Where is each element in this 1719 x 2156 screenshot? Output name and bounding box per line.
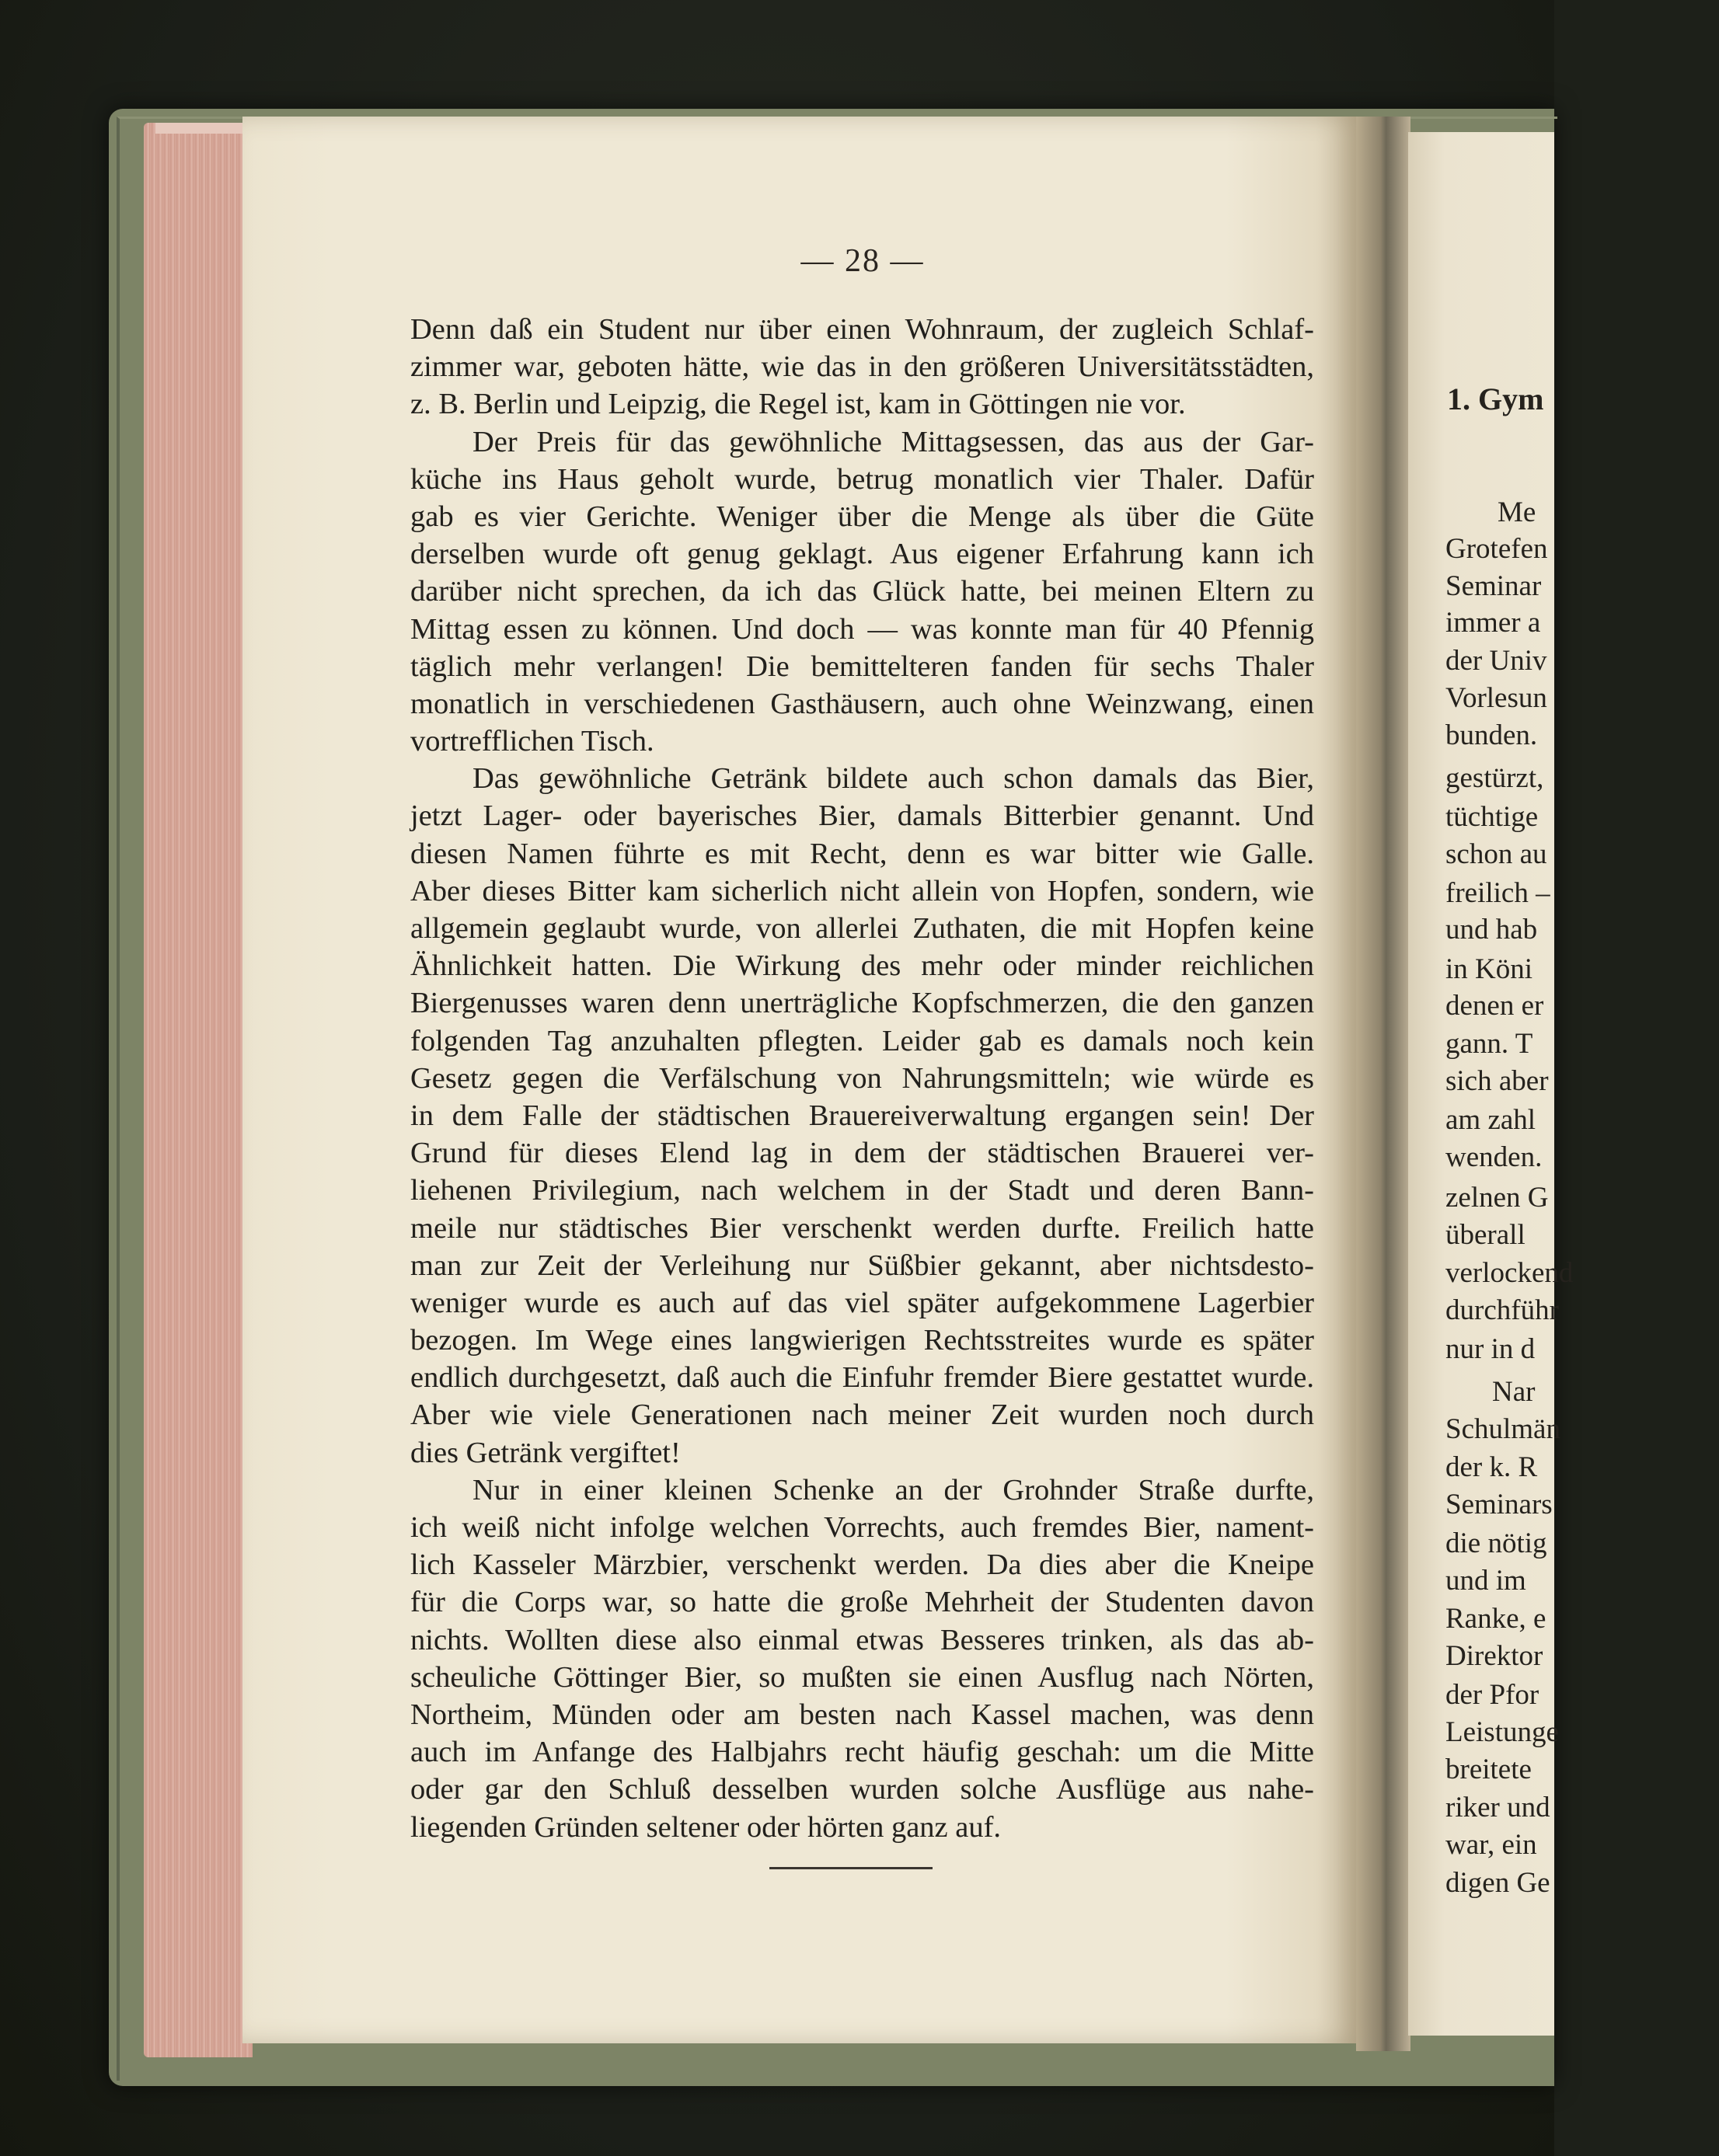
text-line: auch im Anfange des Halbjahrs recht häufig geschah: um die Mitte <box>410 1736 1314 1769</box>
right-page <box>1408 132 1574 2036</box>
text-line: küche ins Haus geholt wurde, betrug monatlich vier Thaler. Dafür <box>410 462 1314 496</box>
text-line: derselben wurde oft genug geklagt. Aus eigener Erfahrung kann ich <box>410 538 1314 571</box>
right-page-line: und im <box>1445 1565 1526 1597</box>
text-line: Aber wie viele Generationen nach meiner Zeit wurden noch durch <box>410 1398 1314 1432</box>
right-page-line: schon au <box>1445 838 1547 870</box>
right-page-line: digen Ge <box>1445 1867 1550 1899</box>
right-page-line: wenden. <box>1445 1141 1543 1173</box>
text-line: vortrefflichen Tisch. <box>410 725 654 758</box>
text-line: Nur in einer kleinen Schenke an der Grohnder Straße durfte, <box>472 1473 1314 1506</box>
text-line: Biergenusses waren denn unerträgliche Kopfschmerzen, die den ganzen <box>410 987 1314 1020</box>
right-page-line: Grotefen <box>1445 533 1548 565</box>
text-line: zimmer war, geboten hätte, wie das in den größeren Universitätsstädten, <box>410 350 1314 384</box>
text-line: liehenen Privilegium, nach welchem in der Stadt und deren Bann- <box>410 1174 1314 1207</box>
text-line: ich weiß nicht infolge welchen Vorrechts, auch fremdes Bier, nament- <box>410 1511 1314 1544</box>
page-number: — 28 — <box>800 243 925 279</box>
right-page-line: Seminar <box>1445 570 1542 602</box>
text-line: Gesetz gegen die Verfälschung von Nahrungsmitteln; wie würde es <box>410 1061 1314 1095</box>
right-page-line: Leistunge <box>1445 1716 1559 1748</box>
right-page-line: war, ein <box>1445 1829 1537 1861</box>
right-page-line: denen er <box>1445 990 1544 1022</box>
text-line: Denn daß ein Student nur über einen Wohnraum, der zugleich Schlaf- <box>410 313 1314 346</box>
right-page-line: gann. T <box>1445 1028 1533 1060</box>
right-page-line: Nar <box>1492 1376 1536 1408</box>
text-line: darüber nicht sprechen, da ich das Glück hatte, bei meinen Eltern zu <box>410 575 1314 608</box>
text-line: Northeim, Münden oder am besten nach Kassel machen, was denn <box>410 1698 1314 1731</box>
text-line: nichts. Wollten diese also einmal etwas Besseres trinken, als das ab- <box>410 1623 1314 1656</box>
body-text <box>410 311 1314 1846</box>
right-page-line: breitete <box>1445 1754 1532 1785</box>
right-page-line: und hab <box>1445 914 1538 946</box>
text-line: man zur Zeit der Verleihung nur Süßbier gekannt, aber nichtsdesto- <box>410 1249 1314 1282</box>
text-line: dies Getränk vergiftet! <box>410 1436 681 1469</box>
text-line: lich Kasseler Märzbier, verschenkt werden. Da dies aber die Kneipe <box>410 1548 1314 1582</box>
right-page-line: Seminars <box>1445 1489 1553 1520</box>
text-line: allgemein geglaubt wurde, von allerlei Zuthaten, die mit Hopfen keine <box>410 912 1314 945</box>
right-page-line: Me <box>1498 496 1536 528</box>
right-page-line: riker und <box>1445 1792 1550 1823</box>
text-line: scheuliche Göttinger Bier, so mußten sie einen Ausflug nach Nörten, <box>410 1660 1314 1694</box>
right-page-line: am zahl <box>1445 1104 1536 1136</box>
right-page-line: der Univ <box>1445 645 1547 677</box>
text-line: monatlich in verschiedenen Gasthäusern, auch ohne Weinzwang, einen <box>410 687 1314 720</box>
text-line: diesen Namen führte es mit Recht, denn es war bitter wie Galle. <box>410 837 1314 870</box>
text-line: bezogen. Im Wege eines langwierigen Rechtsstreites wurde es später <box>410 1324 1314 1357</box>
right-page-line: durchführ <box>1445 1294 1559 1326</box>
text-line: gab es vier Gerichte. Weniger über die Menge als über die Güte <box>410 500 1314 533</box>
text-line: Mittag essen zu können. Und doch — was konnte man für 40 Pfennig <box>410 612 1314 646</box>
right-page-line: tüchtige <box>1445 801 1539 833</box>
right-page-heading: 1. Gym <box>1447 381 1544 416</box>
text-line: Der Preis für das gewöhnliche Mittagsessen, das aus der Gar- <box>472 425 1314 458</box>
text-line: Grund für dieses Elend lag in dem der städtischen Brauerei ver- <box>410 1137 1314 1170</box>
text-line: z. B. Berlin und Leipzig, die Regel ist, kam in Göttingen nie vor. <box>410 388 1186 421</box>
right-page-line: die nötig <box>1445 1527 1547 1559</box>
right-page-line: immer a <box>1445 607 1541 639</box>
text-line: für die Corps war, so hatte die große Mehrheit der Studenten davon <box>410 1586 1314 1619</box>
right-page-line: der Pfor <box>1445 1679 1539 1711</box>
text-line: in dem Falle der städtischen Brauereiverwaltung ergangen sein! Der <box>410 1099 1314 1132</box>
page-stack <box>144 123 253 2057</box>
text-line: täglich mehr verlangen! Die bemittelteren fanden für sechs Thaler <box>410 650 1314 683</box>
section-end-rule <box>769 1867 933 1869</box>
right-page-line: Ranke, e <box>1445 1603 1546 1635</box>
right-page-line: bunden. <box>1445 719 1538 751</box>
right-page-line: Schulmän <box>1445 1413 1560 1445</box>
text-line: weniger wurde es auch auf das viel später aufgekommene Lagerbier <box>410 1286 1314 1319</box>
text-line: Ähnlichkeit hatten. Die Wirkung des mehr oder minder reichlichen <box>410 949 1314 983</box>
text-line: Das gewöhnliche Getränk bildete auch schon damals das Bier, <box>472 762 1314 796</box>
right-page-line: nur in d <box>1445 1333 1536 1365</box>
right-page-line: überall <box>1445 1219 1525 1251</box>
right-page-line: Direktor <box>1445 1640 1543 1672</box>
text-line: oder gar den Schluß desselben wurden solche Ausflüge aus nahe- <box>410 1773 1314 1806</box>
right-page-line: der k. R <box>1445 1451 1538 1483</box>
text-line: meile nur städtisches Bier verschenkt werden durfte. Freilich hatte <box>410 1211 1314 1245</box>
right-page-line: sich aber <box>1445 1065 1549 1097</box>
right-page-line: verlockend <box>1445 1257 1574 1289</box>
text-line: Aber dieses Bitter kam sicherlich nicht allein von Hopfen, sondern, wie <box>410 874 1314 907</box>
text-line: jetzt Lager- oder bayerisches Bier, damals Bitterbier genannt. Und <box>410 799 1314 833</box>
right-page-line: gestürzt, <box>1445 762 1544 794</box>
page-stack-top <box>155 123 249 134</box>
right-page-line: in Köni <box>1445 953 1533 985</box>
right-page-line: Vorlesun <box>1445 682 1547 714</box>
text-line: liegenden Gründen seltener oder hörten ganz auf. <box>410 1810 1002 1844</box>
right-page-line: freilich – <box>1445 877 1550 909</box>
right-page-line: zelnen G <box>1445 1182 1549 1214</box>
text-line: folgenden Tag anzuhalten pflegten. Leider gab es damals noch kein <box>410 1024 1314 1057</box>
text-line: endlich durchgesetzt, daß auch die Einfuhr fremder Biere gestattet wurde. <box>410 1361 1314 1395</box>
book-gutter <box>1356 117 1410 2051</box>
